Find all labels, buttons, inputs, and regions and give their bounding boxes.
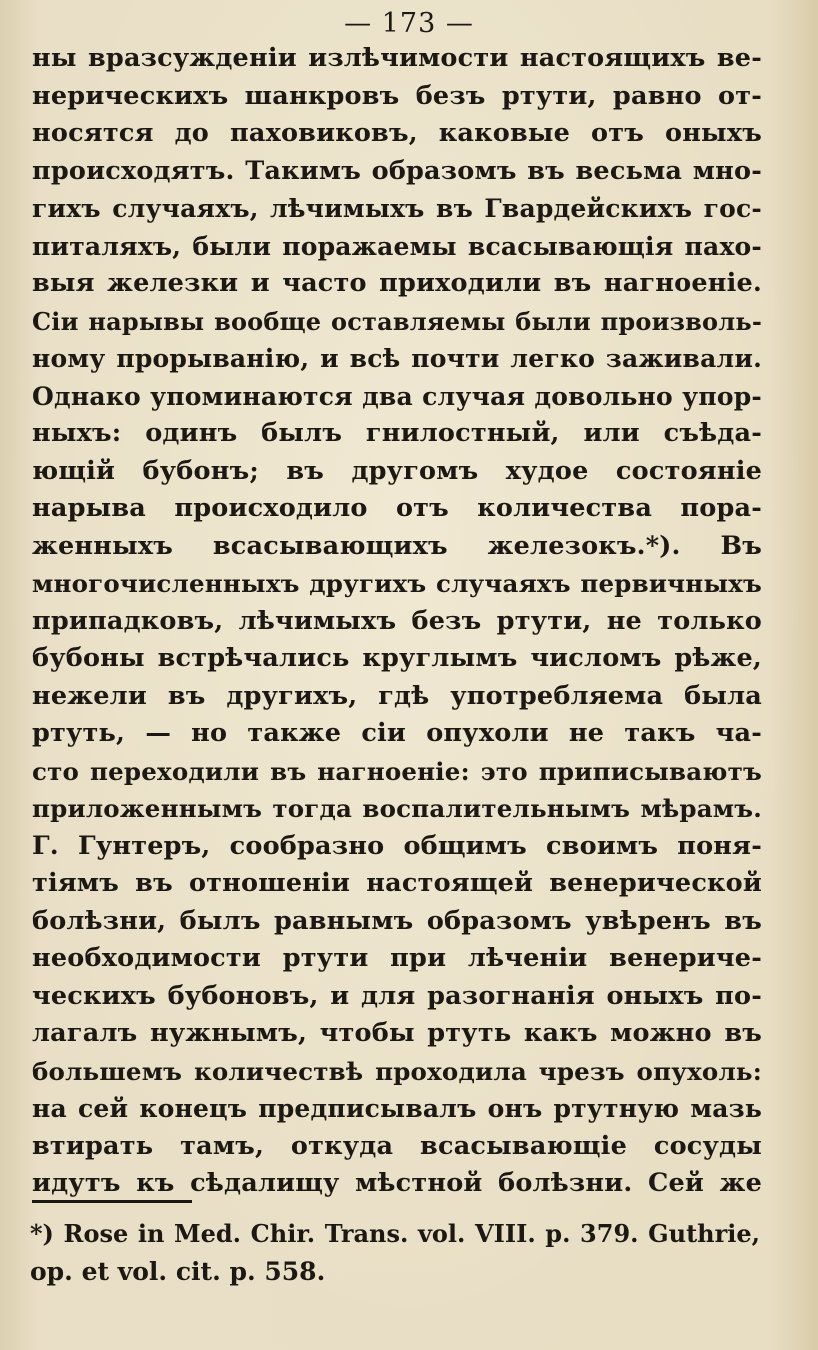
body-text bbox=[32, 40, 762, 1203]
footnote-line: op. et vol. cit. p. 558. bbox=[30, 1257, 326, 1286]
text-line: Сіи нарывы вообще оставляемы были произволь- bbox=[32, 306, 762, 336]
text-line: выя железки и часто приходили въ нагноеніе. bbox=[32, 268, 762, 298]
text-line: Г. Гунтеръ, сообразно общимъ своимъ поня- bbox=[32, 830, 762, 861]
text-line: нерическихъ шанкровъ безъ ртути, равно от- bbox=[32, 80, 762, 111]
text-line: женныхъ всасывающихъ железокъ.*). Въ bbox=[32, 530, 762, 561]
text-line: ческихъ бубоновъ, и для разогнанія оныхъ по- bbox=[32, 980, 762, 1011]
text-line: большемъ количествѣ проходила чрезъ опухоль: bbox=[32, 1056, 762, 1086]
text-line: ющій бубонъ; въ другомъ худое состояніе bbox=[32, 455, 762, 486]
text-line: припадковъ, лѣчимыхъ безъ ртути, не только bbox=[32, 605, 762, 636]
page-number: — 173 — bbox=[344, 8, 474, 39]
text-line: втирать тамъ, откуда всасывающіе сосуды bbox=[32, 1130, 762, 1161]
footnote-line: *) Rose in Med. Chir. Trans. vol. VIII. p. 379. Guthrie, bbox=[30, 1219, 760, 1248]
text-line: Однако упоминаются два случая довольно упор- bbox=[32, 381, 762, 411]
text-line: нежели въ другихъ, гдѣ употребляема была bbox=[32, 680, 762, 711]
text-line: ныхъ: одинъ былъ гнилостный, или съѣда- bbox=[32, 418, 762, 448]
text-line: нарыва происходило отъ количества пора- bbox=[32, 493, 762, 523]
text-line: лагалъ нужнымъ, чтобы ртуть какъ можно въ bbox=[32, 1018, 762, 1048]
text-line: идутъ къ сѣдалищу мѣстной болѣзни. Сей же bbox=[32, 1168, 762, 1198]
text-line: сто переходили въ нагноеніе: это приписываютъ bbox=[32, 756, 762, 786]
text-line: питаляхъ, были поражаемы всасывающія пахо- bbox=[32, 231, 762, 261]
text-line: болѣзни, былъ равнымъ образомъ увѣренъ въ bbox=[32, 905, 762, 936]
text-line: происходятъ. Такимъ образомъ въ весьма мно- bbox=[32, 155, 762, 186]
text-line: ному прорыванію, и всѣ почти легко заживали. bbox=[32, 344, 762, 373]
text-line: носятся до паховиковъ, каковые отъ оныхъ bbox=[32, 118, 762, 148]
text-line: тіямъ въ отношеніи настоящей венерической bbox=[32, 868, 762, 898]
text-line: бубоны встрѣчались круглымъ числомъ рѣже, bbox=[32, 643, 762, 673]
text-line: на сей конецъ предписывалъ онъ ртутную мазь bbox=[32, 1094, 762, 1123]
text-line: приложеннымъ тогда воспалительнымъ мѣрамъ. bbox=[32, 794, 762, 823]
text-line: многочисленныхъ другихъ случаяхъ первичныхъ bbox=[32, 569, 762, 598]
text-line: ны вразсужденіи излѣчимости настоящихъ ве- bbox=[32, 43, 762, 73]
text-line: необходимости ртути при лѣченіи венериче- bbox=[32, 943, 762, 973]
text-line: ртуть, — но также сіи опухоли не такъ ча- bbox=[32, 718, 762, 748]
footnote bbox=[30, 1215, 760, 1291]
text-line: гихъ случаяхъ, лѣчимыхъ въ Гвардейскихъ гос- bbox=[32, 194, 762, 223]
footnote-divider bbox=[32, 1200, 192, 1203]
